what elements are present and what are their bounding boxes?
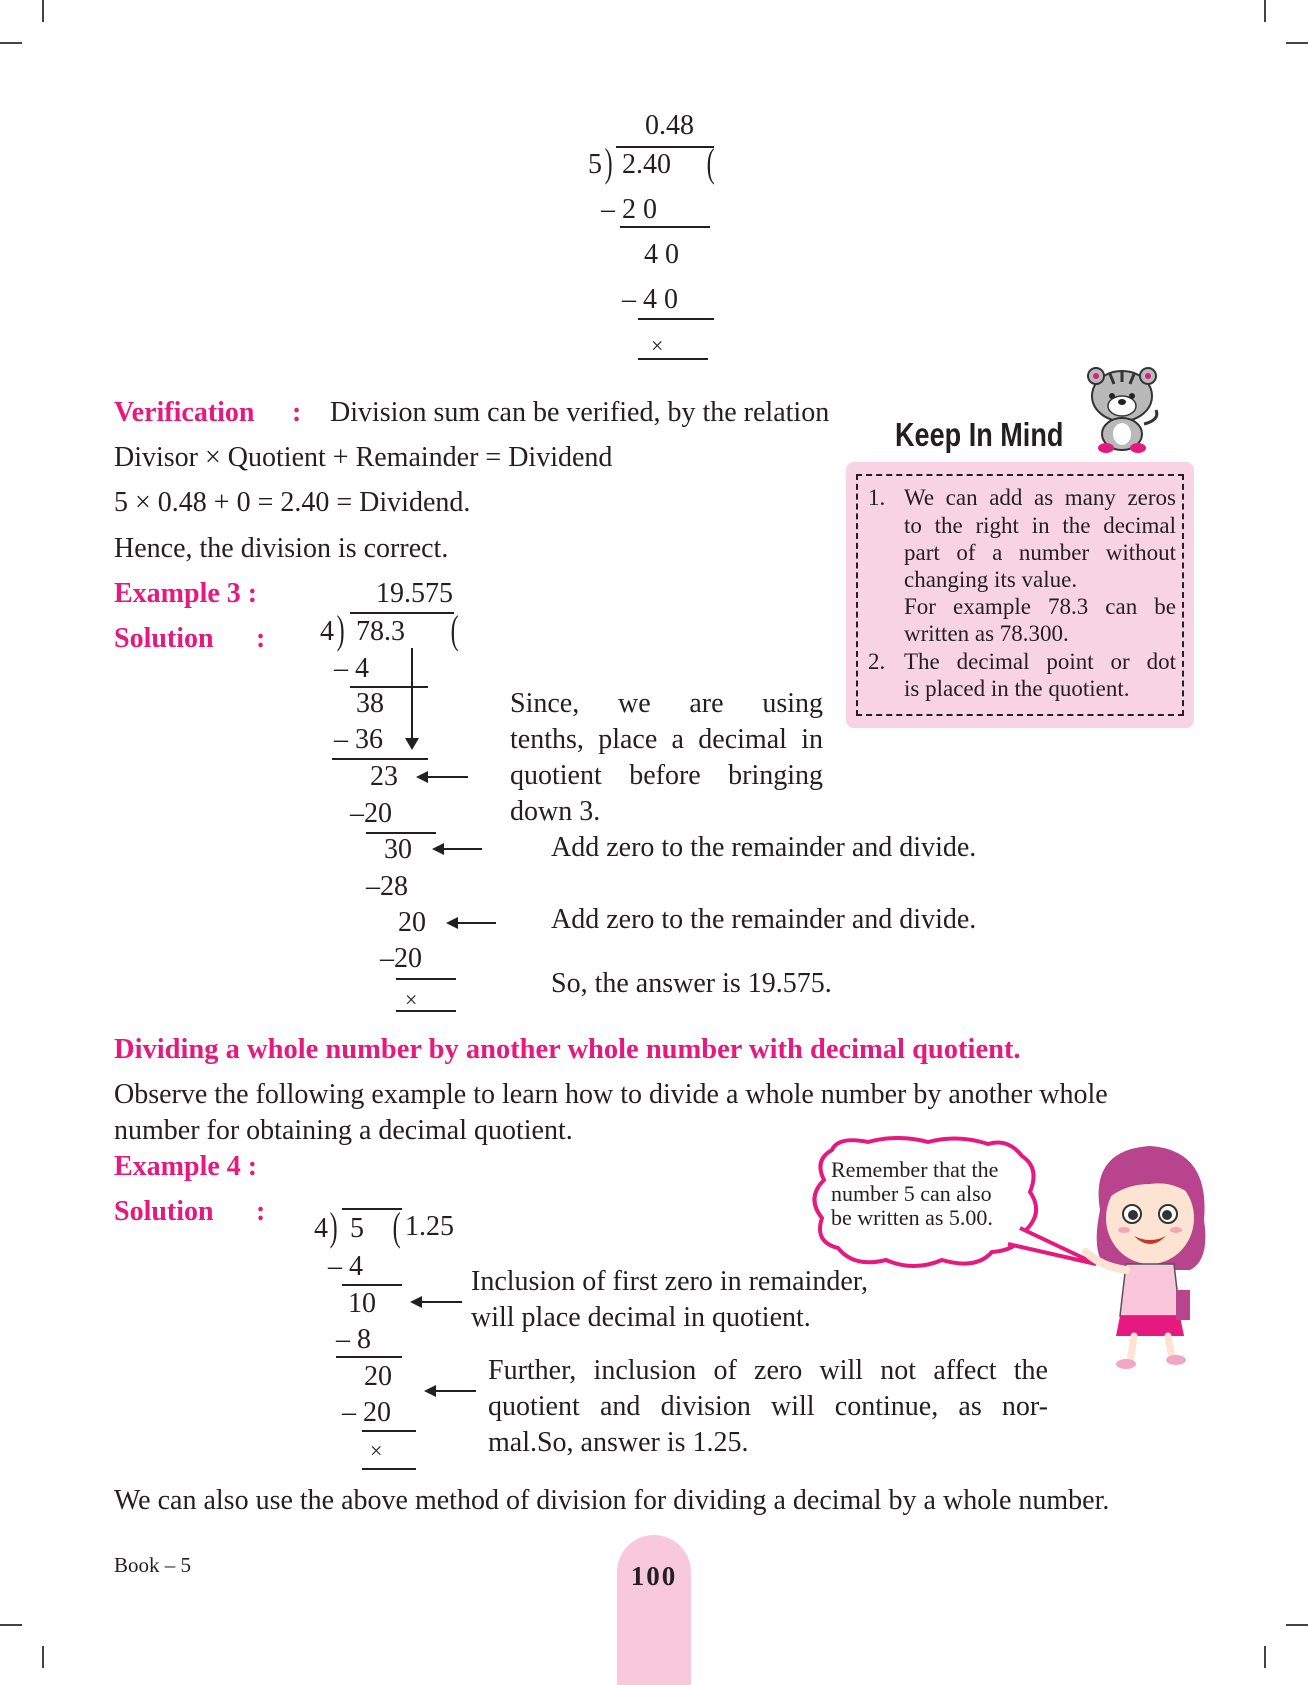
- division-bracket: ): [336, 607, 345, 652]
- bubble-text: number 5 can also: [831, 1181, 992, 1206]
- division-bracket: ): [604, 140, 613, 185]
- divisor: 4: [320, 616, 334, 647]
- step: – 4 0: [622, 284, 678, 315]
- dividend: 2.40: [622, 149, 671, 180]
- down-arrow-line: [411, 648, 413, 742]
- keep-in-mind-title: Keep In Mind: [895, 416, 1064, 453]
- example-3-note: tenths, place a decimal in: [510, 724, 823, 755]
- tiger-cub-icon: [1080, 364, 1164, 454]
- kim-item-number: 1.: [868, 485, 886, 510]
- end-mark: ×: [370, 1438, 383, 1463]
- example-4-label: Example 4 :: [114, 1151, 258, 1182]
- step: – 8: [336, 1324, 371, 1355]
- crop-mark: [1264, 1646, 1266, 1668]
- verification-label: Verification: [114, 397, 255, 428]
- step: 20: [364, 1361, 392, 1392]
- kim-item-number: 2.: [868, 649, 886, 674]
- example-4-note: Inclusion of first zero in remainder,: [471, 1266, 868, 1297]
- verification-text: Division sum can be verified, by the relation: [330, 397, 830, 428]
- underline: [336, 1356, 402, 1358]
- underline: [332, 758, 428, 760]
- division-bracket: ): [329, 1204, 338, 1249]
- underline: [620, 226, 710, 228]
- kim-item-line: changing its value.: [904, 567, 1078, 592]
- solution-colon: :: [256, 623, 266, 654]
- step: 23: [370, 761, 398, 792]
- quotient-bracket: (: [392, 1204, 401, 1249]
- step: –20: [380, 943, 422, 974]
- left-arrow-icon: [418, 776, 468, 778]
- example-4-note: quotient and division will continue, as nor-: [488, 1391, 1048, 1422]
- step: 20: [398, 907, 426, 938]
- step: 38: [356, 688, 384, 719]
- crop-mark: [0, 42, 22, 44]
- bubble-text: Remember that the: [831, 1157, 999, 1182]
- section-heading: Dividing a whole number by another whole number with decimal quotient.: [114, 1034, 1021, 1065]
- step: 10: [348, 1288, 376, 1319]
- underline: [638, 358, 708, 360]
- left-arrow-icon: [426, 1390, 476, 1392]
- step: –28: [366, 871, 408, 902]
- kim-item-line: is placed in the quotient.: [904, 676, 1130, 701]
- verification-conclusion: Hence, the division is correct.: [114, 533, 449, 564]
- quotient: 19.575: [376, 578, 453, 609]
- step: – 2 0: [601, 194, 657, 225]
- solution-label: Solution: [114, 1196, 214, 1227]
- division-line: [342, 1208, 402, 1210]
- example-4-note: will place decimal in quotient.: [471, 1302, 811, 1333]
- kim-item-line: written as 78.300.: [904, 621, 1069, 646]
- division-line: [350, 612, 454, 614]
- example-3-label: Example 3 :: [114, 578, 258, 609]
- left-arrow-icon: [412, 1301, 462, 1303]
- solution-label: Solution: [114, 623, 214, 654]
- crop-mark: [42, 0, 44, 22]
- example-4-note: Further, inclusion of zero will not affect the: [488, 1355, 1048, 1386]
- underline: [638, 318, 714, 320]
- kim-item-line: The decimal point or dot: [904, 649, 1176, 674]
- step: –20: [350, 798, 392, 829]
- left-arrow-icon: [448, 922, 496, 924]
- underline: [362, 1430, 416, 1432]
- step: 30: [384, 834, 412, 865]
- left-arrow-icon: [434, 848, 482, 850]
- crop-mark: [1286, 1624, 1308, 1626]
- example-3-note: Add zero to the remainder and divide.: [551, 904, 977, 935]
- quotient-bracket: (: [450, 607, 459, 652]
- verification-colon: :: [292, 397, 302, 428]
- verification-relation: Divisor × Quotient + Remainder = Dividend: [114, 442, 613, 473]
- verification-check: 5 × 0.48 + 0 = 2.40 = Dividend.: [114, 487, 471, 518]
- example-3-answer: So, the answer is 19.575.: [551, 968, 832, 999]
- end-mark: ×: [651, 333, 664, 358]
- example-4-note: mal.So, answer is 1.25.: [488, 1427, 749, 1458]
- example-3-note: quotient before bringing: [510, 760, 823, 791]
- bubble-text: be written as 5.00.: [831, 1205, 993, 1230]
- kim-item-line: We can add as many zeros: [904, 485, 1176, 510]
- girl-character-icon: [1080, 1140, 1220, 1370]
- crop-mark: [1264, 0, 1266, 22]
- divisor: 4: [314, 1213, 328, 1244]
- dividend: 5: [350, 1213, 364, 1244]
- section-intro: Observe the following example to learn how to divide a whole number by another whole: [114, 1079, 1108, 1110]
- page-tab: [617, 1535, 691, 1685]
- example-3-note: Add zero to the remainder and divide.: [551, 832, 977, 863]
- kim-item-line: to the right in the decimal: [904, 513, 1176, 538]
- division-line: [616, 146, 714, 148]
- step: – 4: [334, 653, 369, 684]
- crop-mark: [1286, 42, 1308, 44]
- kim-item-line: part of a number without: [904, 540, 1176, 565]
- crop-mark: [42, 1646, 44, 1668]
- keep-in-mind-box: [846, 462, 1194, 728]
- quotient-bracket: (: [706, 140, 715, 185]
- underline: [342, 1284, 402, 1286]
- end-mark: ×: [405, 987, 418, 1012]
- example-3-note: down 3.: [510, 796, 601, 827]
- step: – 36: [334, 724, 383, 755]
- divisor: 5: [588, 149, 602, 180]
- section-intro: number for obtaining a decimal quotient.: [114, 1115, 573, 1146]
- down-arrow-head: [405, 738, 419, 750]
- example-3-note: Since, we are using: [510, 688, 823, 719]
- closing-text: We can also use the above method of division for dividing a decimal by a whole number.: [114, 1485, 1110, 1516]
- step: – 20: [342, 1397, 391, 1428]
- page-number: 100: [630, 1561, 678, 1591]
- underline: [396, 1010, 456, 1012]
- step: – 4: [328, 1251, 363, 1282]
- quotient: 1.25: [405, 1211, 454, 1242]
- underline: [362, 1468, 416, 1470]
- crop-mark: [0, 1624, 22, 1626]
- dividend: 78.3: [356, 616, 405, 647]
- underline: [396, 978, 456, 980]
- quotient: 0.48: [645, 110, 694, 141]
- footer-book: Book – 5: [114, 1553, 192, 1577]
- step: 4 0: [644, 239, 679, 270]
- kim-item-line: For example 78.3 can be: [904, 594, 1176, 619]
- solution-colon: :: [256, 1196, 266, 1227]
